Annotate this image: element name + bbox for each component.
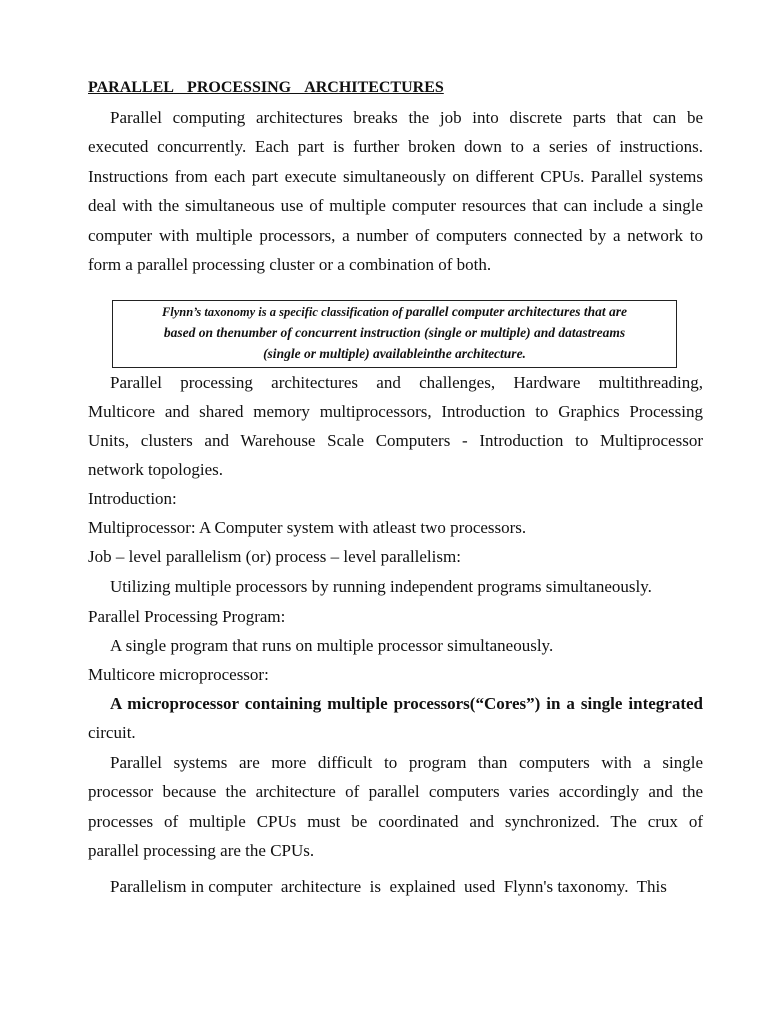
callout-text: (single or multiple) availableinthe architecture. [263,346,526,361]
paragraph-line: form a parallel processing cluster or a combination of both. [88,255,492,274]
paragraph-line: Parallel systems are more difficult to program than computers with a single [110,753,703,772]
paragraph-line: computer with multiple processors, a number of computers connected by a network to [88,226,703,245]
section-heading: Introduction: [88,489,177,508]
section-heading: Multicore microprocessor: [88,665,269,684]
definition-line: circuit. [88,723,136,742]
definition-line: A microprocessor containing multiple processors(“Cores”) in a single integrated [110,694,703,713]
paragraph-line: processes of multiple CPUs must be coordinated and synchronized. The crux of [88,812,703,831]
paragraph-line: Units, clusters and Warehouse Scale Computers - Introduction to Multiprocessor [88,431,703,450]
paragraph-line: Parallelism in computer architecture is explained used Flynn's taxonomy. This [110,877,667,896]
definition-line: A single program that runs on multiple processor simultaneously. [110,636,554,655]
paragraph-line: processor because the architecture of parallel computers varies accordingly and the [88,782,703,801]
definition-line: Utilizing multiple processors by running independent programs simultaneously. [110,577,652,596]
flynn-taxonomy-callout [112,300,677,368]
paragraph-line: Multicore and shared memory multiprocessors, Introduction to Graphics Processing [88,402,703,421]
page-title: PARALLEL PROCESSING ARCHITECTURES [88,79,444,96]
section-heading: Parallel Processing Program: [88,607,286,626]
paragraph-line: network topologies. [88,460,224,479]
section-heading: Job – level parallelism (or) process – level parallelism: [88,547,461,566]
paragraph-line: deal with the simultaneous use of multiple computer resources that can include a single [88,196,703,215]
callout-text: based on thenumber of concurrent instruction (single or multiple) and datastreams [163,325,626,340]
definition-line: Multiprocessor: A Computer system with atleast two processors. [88,518,527,537]
paragraph-line: executed concurrently. Each part is further broken down to a series of instructions. [88,137,703,156]
paragraph-line: Instructions from each part execute simultaneously on different CPUs. Parallel systems [88,167,703,186]
paragraph-line: Parallel processing architectures and challenges, Hardware multithreading, [110,373,703,392]
paragraph-line: Parallel computing architectures breaks the job into discrete parts that can be [110,108,703,127]
callout-text: Flynn’s taxonomy is a specific classification of [161,305,406,319]
callout-text: parallel computer architectures that are [405,304,628,319]
paragraph-line: parallel processing are the CPUs. [88,841,315,860]
